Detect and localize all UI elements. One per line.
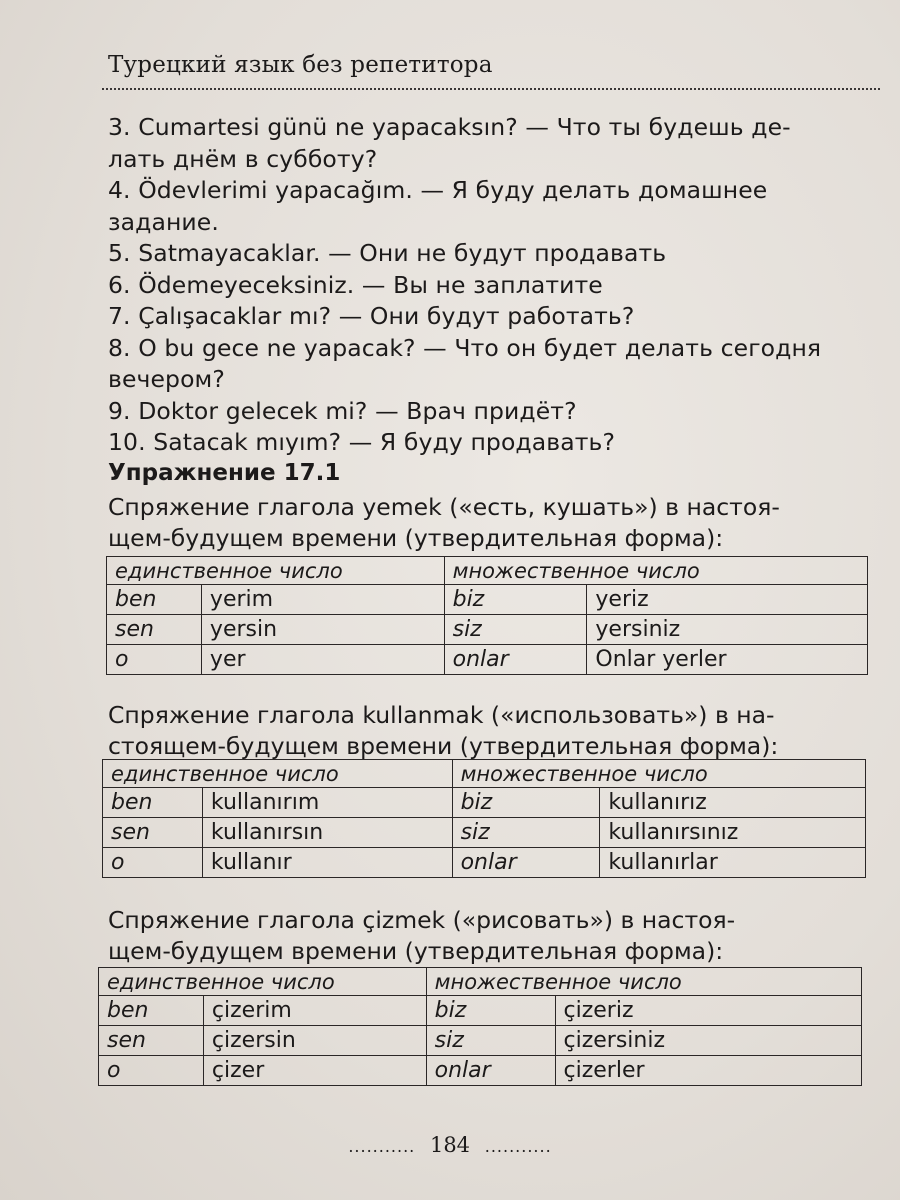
exercise-heading: Упражнение 17.1 xyxy=(108,460,341,486)
answer-line: 10. Satacak mıyım? — Я буду продавать? xyxy=(108,428,616,456)
verb-form-cell: yersin xyxy=(201,615,444,645)
table-row xyxy=(107,585,868,615)
verb-form-cell: çizersiniz xyxy=(555,1026,862,1056)
table-intro xyxy=(108,700,878,762)
table-row xyxy=(103,818,866,848)
plural-header: множественное число xyxy=(444,557,867,585)
header-rule xyxy=(102,88,880,90)
answer-line: 4. Ödevlerimi yapacağım. — Я буду делать домашнее xyxy=(108,176,768,204)
table-intro xyxy=(108,492,878,554)
table-header-row xyxy=(99,968,862,996)
singular-header: единственное число xyxy=(99,968,427,996)
conjugation-table-cizmek xyxy=(98,967,862,1086)
page-footer xyxy=(0,1133,900,1157)
table-row xyxy=(99,996,862,1026)
answer-line: 8. O bu gece ne yapacak? — Что он будет делать сегодня xyxy=(108,333,822,362)
verb-form-cell: yerim xyxy=(201,585,444,615)
pronoun-cell: ben xyxy=(107,585,202,615)
pronoun-cell: biz xyxy=(426,996,555,1026)
intro-line: стоящем-будущем времени (утвердительная форма): xyxy=(108,732,779,760)
verb-form-cell: Onlar yerler xyxy=(587,645,868,675)
conjugation-table-yemek xyxy=(106,556,868,675)
pronoun-cell: ben xyxy=(103,788,203,818)
table-row xyxy=(99,1026,862,1056)
table-row xyxy=(107,645,868,675)
plural-header: множественное число xyxy=(426,968,861,996)
pronoun-cell: sen xyxy=(107,615,202,645)
answer-line: лать днём в субботу? xyxy=(108,144,378,173)
intro-line: Спряжение глагола yemek («есть, кушать») в настоя- xyxy=(108,493,780,521)
answer-line: 6. Ödemeyeceksiniz. — Вы не заплатите xyxy=(108,270,603,299)
answer-line: 3. Cumartesi günü ne yapacaksın? — Что ты будешь де- xyxy=(108,113,791,141)
table-row xyxy=(103,788,866,818)
pronoun-cell: onlar xyxy=(444,645,587,675)
table-row xyxy=(103,848,866,878)
table-header-row xyxy=(107,557,868,585)
singular-header: единственное число xyxy=(107,557,445,585)
answer-line: 7. Çalışacaklar mı? — Они будут работать? xyxy=(108,302,635,330)
table-row xyxy=(99,1056,862,1086)
verb-form-cell: çizerim xyxy=(203,996,426,1026)
verb-form-cell: yersiniz xyxy=(587,615,868,645)
verb-form-cell: yer xyxy=(201,645,444,675)
pronoun-cell: o xyxy=(107,645,202,675)
pronoun-cell: biz xyxy=(452,788,600,818)
running-head: Турецкий язык без репетитора xyxy=(108,52,493,78)
verb-form-cell: yeriz xyxy=(587,585,868,615)
verb-form-cell: çizeriz xyxy=(555,996,862,1026)
pronoun-cell: siz xyxy=(426,1026,555,1056)
footer-dots-left: ........... xyxy=(348,1137,416,1156)
answer-list xyxy=(108,112,878,459)
intro-line: Спряжение глагола kullanmak («использовать») в на- xyxy=(108,701,775,729)
pronoun-cell: onlar xyxy=(452,848,600,878)
plural-header: множественное число xyxy=(452,760,865,788)
verb-form-cell: çizersin xyxy=(203,1026,426,1056)
pronoun-cell: biz xyxy=(444,585,587,615)
verb-form-cell: kullanırsınız xyxy=(600,818,866,848)
verb-form-cell: çizerler xyxy=(555,1056,862,1086)
footer-dots-right: ........... xyxy=(484,1137,552,1156)
pronoun-cell: o xyxy=(103,848,203,878)
table-header-row xyxy=(103,760,866,788)
verb-form-cell: kullanırsın xyxy=(202,818,452,848)
answer-line: вечером? xyxy=(108,365,225,393)
verb-form-cell: kullanırım xyxy=(202,788,452,818)
pronoun-cell: sen xyxy=(103,818,203,848)
verb-form-cell: kullanırız xyxy=(600,788,866,818)
intro-line: щем-будущем времени (утвердительная форма): xyxy=(108,524,724,552)
answer-line: задание. xyxy=(108,207,219,236)
pronoun-cell: onlar xyxy=(426,1056,555,1086)
pronoun-cell: o xyxy=(99,1056,204,1086)
intro-line: Спряжение глагола çizmek («рисовать») в настоя- xyxy=(108,906,736,934)
answer-line: 9. Doktor gelecek mi? — Врач придёт? xyxy=(108,396,577,425)
verb-form-cell: kullanırlar xyxy=(600,848,866,878)
pronoun-cell: siz xyxy=(452,818,600,848)
intro-line: щем-будущем времени (утвердительная форма): xyxy=(108,937,724,965)
table-intro xyxy=(108,905,878,967)
conjugation-table-kullanmak xyxy=(102,759,866,878)
table-row xyxy=(107,615,868,645)
pronoun-cell: sen xyxy=(99,1026,204,1056)
singular-header: единственное число xyxy=(103,760,453,788)
verb-form-cell: kullanır xyxy=(202,848,452,878)
verb-form-cell: çizer xyxy=(203,1056,426,1086)
page-number: 184 xyxy=(429,1133,471,1157)
answer-line: 5. Satmayacaklar. — Они не будут продавать xyxy=(108,239,667,267)
pronoun-cell: ben xyxy=(99,996,204,1026)
pronoun-cell: siz xyxy=(444,615,587,645)
